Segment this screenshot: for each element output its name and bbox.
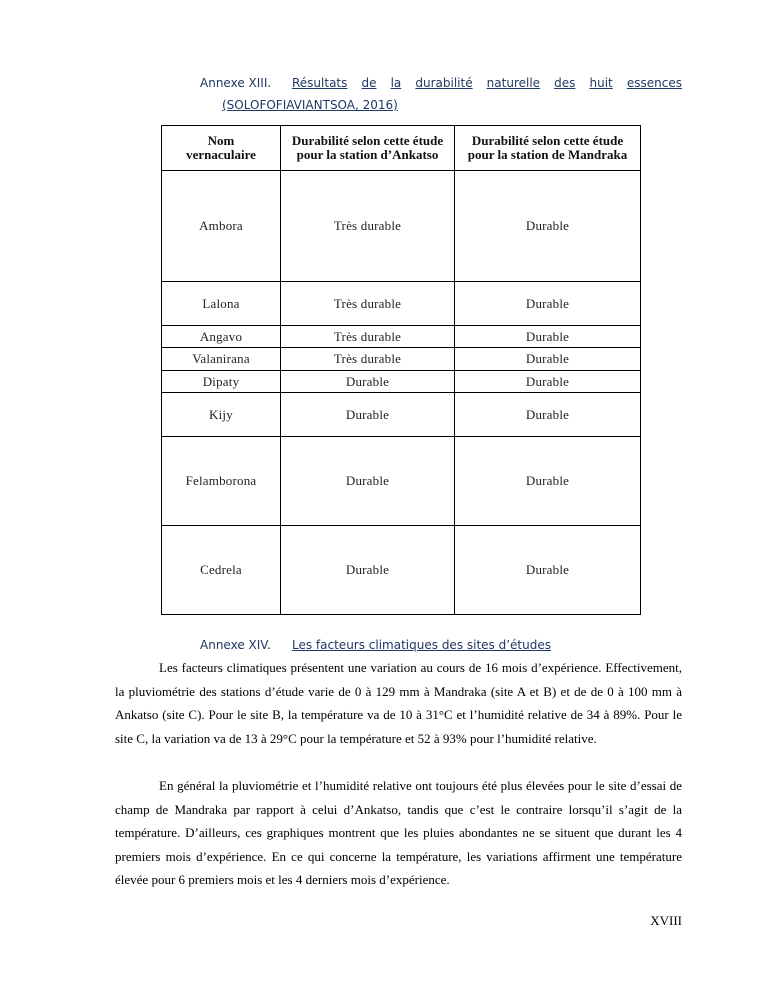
annex-14-title: Les facteurs climatiques des sites d’études <box>292 638 551 652</box>
annex-13-heading <box>200 75 682 113</box>
annex-14-number: Annexe XIV. <box>200 638 271 652</box>
cell-ankatso: Durable <box>281 526 455 615</box>
cell-ankatso: Durable <box>281 371 455 393</box>
cell-ankatso: Durable <box>281 393 455 437</box>
page-number: XVIII <box>650 913 682 928</box>
cell-ankatso: Très durable <box>281 171 455 282</box>
cell-name: Cedrela <box>162 526 281 615</box>
cell-ankatso: Très durable <box>281 326 455 348</box>
title-word: de <box>361 76 377 90</box>
title-word: huit <box>589 76 613 90</box>
paragraph-climate-comparison <box>115 774 682 892</box>
header-name: Nom vernaculaire <box>162 126 281 171</box>
cell-name: Ambora <box>162 171 281 282</box>
table-row <box>162 526 641 615</box>
header-mandraka: Durabilité selon cette étude pour la station de Mandraka <box>455 126 641 171</box>
cell-name: Kijy <box>162 393 281 437</box>
annex-13-title <box>292 75 682 91</box>
table-row <box>162 348 641 371</box>
table-row <box>162 393 641 437</box>
paragraph-text: Les facteurs climatiques présentent une variation au cours de 16 mois d’expérience. Effectivement, la pluviométrie des stations d’étude varie de 0 à 129 mm à Mandraka (site A et B) et de de 0 à 100 mm à Ankatso (site C). Pour le site B, la température va de 10 à 31°C et l’humidité relative de 34 à 89%. Pour le site C, la variation va de 13 à 29°C pour la température et 52 à 93% pour l’humidité relative. <box>115 660 682 746</box>
table-row <box>162 171 641 282</box>
paragraph-text: En général la pluviométrie et l’humidité relative ont toujours été plus élevées pour le site d’essai de champ de Mandraka par rapport à celui d’Ankatso, tandis que c’est le contraire lorsqu’il s’agit de la température. D’ailleurs, ces graphiques montrent que les pluies abondantes ne se situent que durant les 4 premiers mois d’expérience. En ce qui concerne la température, les variations affirment une température élevée pour 6 premiers mois et les 4 derniers mois d’expérience. <box>115 778 682 887</box>
cell-mandraka: Durable <box>455 348 641 371</box>
title-word: des <box>554 76 576 90</box>
title-word: naturelle <box>486 76 541 90</box>
header-ankatso: Durabilité selon cette étude pour la station d’Ankatso <box>281 126 455 171</box>
cell-name: Angavo <box>162 326 281 348</box>
title-word: Résultats <box>292 76 348 90</box>
cell-mandraka: Durable <box>455 526 641 615</box>
annex-13-number: Annexe XIII. <box>200 76 272 90</box>
table-row <box>162 326 641 348</box>
cell-mandraka: Durable <box>455 371 641 393</box>
table-row <box>162 371 641 393</box>
cell-mandraka: Durable <box>455 326 641 348</box>
cell-mandraka: Durable <box>455 171 641 282</box>
durability-table <box>161 125 641 615</box>
title-word: durabilité <box>415 76 473 90</box>
table-header-row <box>162 126 641 171</box>
table-row <box>162 282 641 326</box>
cell-ankatso: Très durable <box>281 348 455 371</box>
title-word: essences <box>626 76 682 90</box>
paragraph-climate-variation <box>115 656 682 750</box>
cell-name: Lalona <box>162 282 281 326</box>
cell-name: Valanirana <box>162 348 281 371</box>
cell-ankatso: Très durable <box>281 282 455 326</box>
cell-ankatso: Durable <box>281 437 455 526</box>
cell-mandraka: Durable <box>455 282 641 326</box>
title-word: la <box>390 76 402 90</box>
cell-mandraka: Durable <box>455 393 641 437</box>
cell-mandraka: Durable <box>455 437 641 526</box>
cell-name: Dipaty <box>162 371 281 393</box>
table-row <box>162 437 641 526</box>
annex-14-heading <box>200 637 682 653</box>
cell-name: Felamborona <box>162 437 281 526</box>
annex-13-source: (SOLOFOFIAVIANTSOA, 2016) <box>222 98 398 112</box>
